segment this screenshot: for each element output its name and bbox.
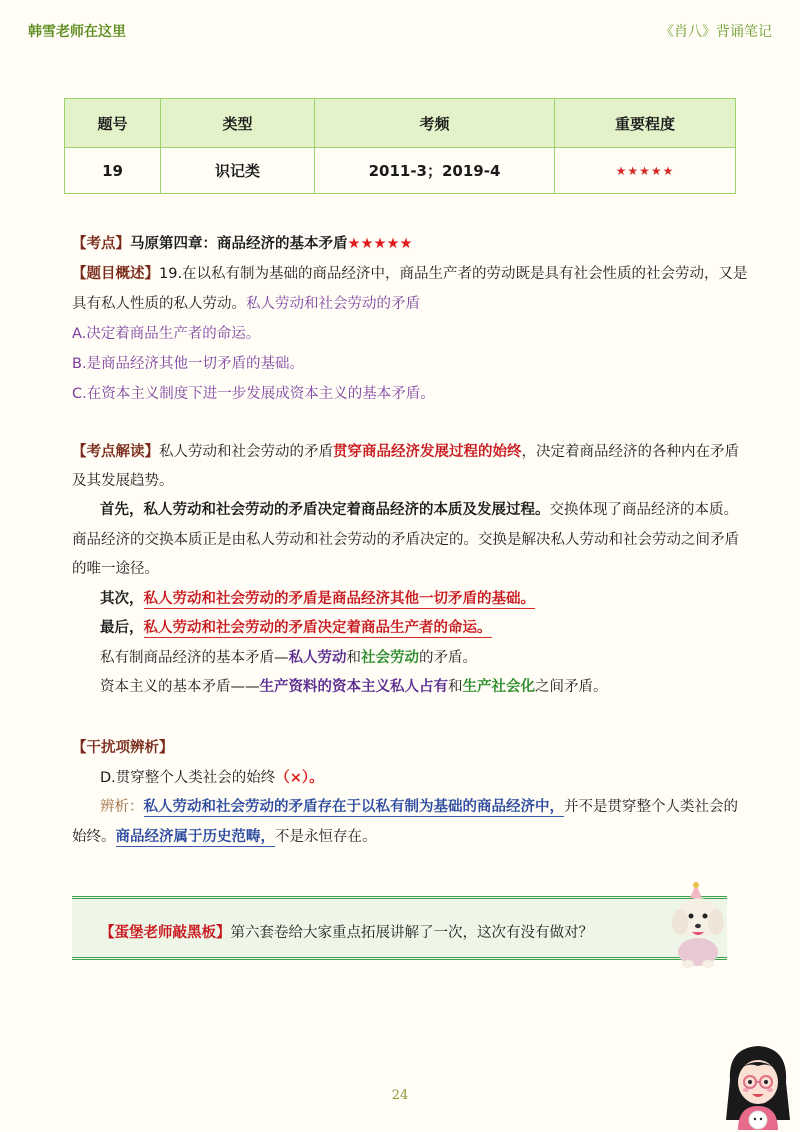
board-content: 第六套卷给大家重点拓展讲解了一次，这次有没有做对？ xyxy=(230,925,593,941)
analysis-p5b: 私人劳动 xyxy=(288,650,347,666)
overview-question-stem: 私人劳动和社会劳动的矛盾 xyxy=(246,296,420,312)
overview-line-2 xyxy=(72,294,420,314)
cell-importance-stars: ★★★★★ xyxy=(555,148,736,194)
distractor-option-d xyxy=(100,768,324,788)
analysis-line-7 xyxy=(100,618,492,638)
cell-type: 识记类 xyxy=(161,148,315,194)
distractor-analysis-line-1 xyxy=(100,797,738,817)
analysis-p5e: 的矛盾。 xyxy=(419,650,477,666)
wrong-mark: （×）。 xyxy=(275,770,324,786)
analysis-line-4: 商品经济的交换本质正是由私人劳动和社会劳动的矛盾决定的。交换是解决私人劳动和社会劳动之间矛盾 xyxy=(72,532,739,548)
kaodian-label: 【考点】 xyxy=(72,236,130,252)
analysis-p6a: 资本主义的基本矛盾—— xyxy=(100,679,260,695)
analysis-p1c: ，决定着商品经济的各种内在矛盾 xyxy=(521,444,739,460)
kaodian-stars: ★★★★★ xyxy=(347,236,413,252)
teacher-avatar-icon xyxy=(720,1040,796,1130)
distractor-label-line xyxy=(72,738,174,758)
distractor-bx5: 不是永恒存在。 xyxy=(275,829,377,845)
analysis-label: 【考点解读】 xyxy=(72,444,159,460)
cell-frequency: 2011-3；2019-4 xyxy=(315,148,555,194)
analysis-p1a: 私人劳动和社会劳动的矛盾 xyxy=(159,444,333,460)
header-importance: 重要程度 xyxy=(555,99,736,148)
info-table-row xyxy=(65,148,736,194)
analysis-p2b: 交换体现了商品经济的本质。 xyxy=(549,502,738,518)
distractor-bx3: 始终。 xyxy=(72,829,116,845)
page-number: 24 xyxy=(391,1088,409,1103)
dog-mascot-icon xyxy=(666,880,730,970)
option-c: C.在资本主义制度下进一步发展成资本主义的基本矛盾。 xyxy=(72,386,435,402)
analysis-p4a: 最后， xyxy=(100,620,144,636)
analysis-line-9 xyxy=(100,677,608,697)
analysis-line-6 xyxy=(100,589,535,609)
kaodian-line xyxy=(72,234,413,254)
overview-text-2: 具有私人性质的私人劳动。 xyxy=(72,296,246,312)
option-b: B.是商品经济其他一切矛盾的基础。 xyxy=(72,356,305,372)
analysis-line-5: 的唯一途径。 xyxy=(72,561,159,577)
analysis-p5a: 私有制商品经济的基本矛盾— xyxy=(100,650,289,666)
analysis-p5c: 和 xyxy=(346,650,361,666)
analysis-p6b: 生产资料的资本主义私人占有 xyxy=(259,679,448,695)
analysis-p3a: 其次， xyxy=(100,591,144,607)
board-label: 【蛋堡老师敲黑板】 xyxy=(100,925,231,941)
analysis-p3b: 私人劳动和社会劳动的矛盾是商品经济其他一切矛盾的基础。 xyxy=(143,591,535,607)
header-right-title: 《肖八》背诵笔记 xyxy=(660,24,772,40)
analysis-p1b: 贯穿商品经济发展过程的始终 xyxy=(333,444,522,460)
option-d: D.贯穿整个人类社会的始终 xyxy=(100,770,276,786)
analysis-p6c: 和 xyxy=(448,679,463,695)
analysis-p2a: 首先，私人劳动和社会劳动的矛盾决定着商品经济的本质及发展过程。 xyxy=(100,502,550,518)
analysis-p6d: 生产社会化 xyxy=(462,679,535,695)
overview-label: 【题目概述】 xyxy=(72,266,159,282)
header-frequency: 考频 xyxy=(315,99,555,148)
distractor-analysis-line-2 xyxy=(72,827,377,847)
distractor-bx2: 并不是贯穿整个人类社会的 xyxy=(564,799,738,815)
analysis-line-1 xyxy=(72,442,739,462)
distractor-bx4: 商品经济属于历史范畴， xyxy=(115,829,275,845)
teacher-board-box xyxy=(72,896,727,960)
analysis-p5d: 社会劳动 xyxy=(361,650,419,666)
cell-number: 19 xyxy=(65,148,161,194)
overview-text-1: 19.在以私有制为基础的商品经济中，商品生产者的劳动既是具有社会性质的社会劳动，又是 xyxy=(159,266,748,282)
analysis-tag: 辨析： xyxy=(100,799,144,815)
distractor-bx1: 私人劳动和社会劳动的矛盾存在于以私有制为基础的商品经济中， xyxy=(143,799,564,815)
analysis-line-2: 及其发展趋势。 xyxy=(72,473,174,489)
overview-line-1 xyxy=(72,264,748,284)
analysis-p6e: 之间矛盾。 xyxy=(535,679,608,695)
info-table-header-row xyxy=(65,99,736,148)
distractor-label: 【干扰项辨析】 xyxy=(72,740,174,756)
analysis-line-3 xyxy=(100,500,738,520)
header-number: 题号 xyxy=(65,99,161,148)
info-table xyxy=(64,98,736,194)
analysis-p4b: 私人劳动和社会劳动的矛盾决定着商品生产者的命运。 xyxy=(143,620,492,636)
option-a: A.决定着商品生产者的命运。 xyxy=(72,326,261,342)
header-left-title: 韩雪老师在这里 xyxy=(28,24,126,40)
kaodian-text: 马原第四章：商品经济的基本矛盾 xyxy=(130,236,348,252)
header-type: 类型 xyxy=(161,99,315,148)
analysis-line-8 xyxy=(100,648,477,668)
board-text xyxy=(100,921,593,942)
